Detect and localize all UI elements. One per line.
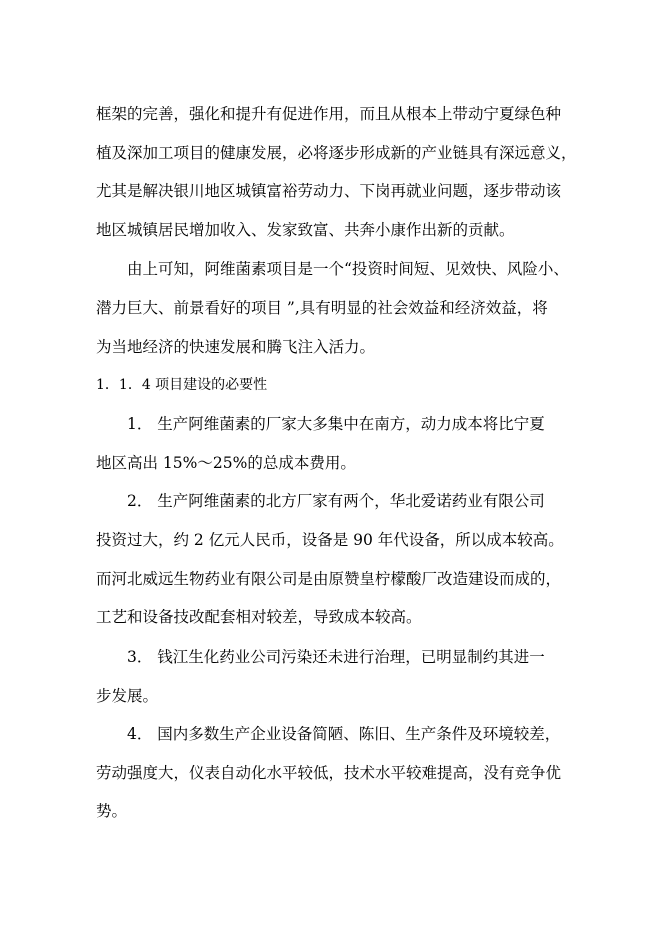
- paragraph-line: 由上可知，阿维菌素项目是一个“投资时间短、见效快、风险小、: [127, 260, 569, 278]
- paragraph-line: 尤其是解决银川地区城镇富裕劳动力、下岗再就业问题，逐步带动该: [96, 182, 562, 200]
- list-item-line: 投资过大，约 2 亿元人民币，设备是 90 年代设备，所以成本较高。: [96, 531, 564, 549]
- list-item-line: 4． 国内多数生产企业设备简陋、陈旧、生产条件及环境较差，: [127, 725, 561, 743]
- list-item-line: 地区高出 15%～25%的总成本费用。: [96, 454, 356, 472]
- list-item-line: 3． 钱江生化药业公司污染还未进行治理，已明显制约其进一: [127, 648, 545, 666]
- paragraph-line: 植及深加工项目的健康发展，必将逐步形成新的产业链具有深远意义，: [96, 144, 577, 162]
- paragraph-line: 为当地经济的快速发展和腾飞注入活力。: [96, 338, 376, 356]
- paragraph-line: 潜力巨大、前景看好的项目 ”,具有明显的社会效益和经济效益，将: [96, 299, 548, 317]
- list-item-line: 步发展。: [96, 687, 159, 705]
- section-heading: 1．1．4 项目建设的必要性: [96, 377, 268, 393]
- paragraph-line: 框架的完善，强化和提升有促进作用，而且从根本上带动宁夏绿色种: [96, 105, 562, 123]
- list-item-line: 而河北威远生物药业有限公司是由原赞皇柠檬酸厂改造建设而成的，: [96, 570, 562, 588]
- list-item-line: 势。: [96, 802, 128, 820]
- list-item-line: 2． 生产阿维菌素的北方厂家有两个，华北爱诺药业有限公司: [127, 492, 545, 510]
- list-item-line: 1． 生产阿维菌素的厂家大多集中在南方，动力成本将比宁夏: [127, 415, 545, 433]
- paragraph-line: 地区城镇居民增加收入、发家致富、共奔小康作出新的贡献。: [96, 221, 515, 239]
- list-item-line: 劳动强度大，仪表自动化水平较低，技术水平较难提高，没有竞争优: [96, 764, 562, 782]
- list-item-line: 工艺和设备技改配套相对较差，导致成本较高。: [96, 608, 422, 626]
